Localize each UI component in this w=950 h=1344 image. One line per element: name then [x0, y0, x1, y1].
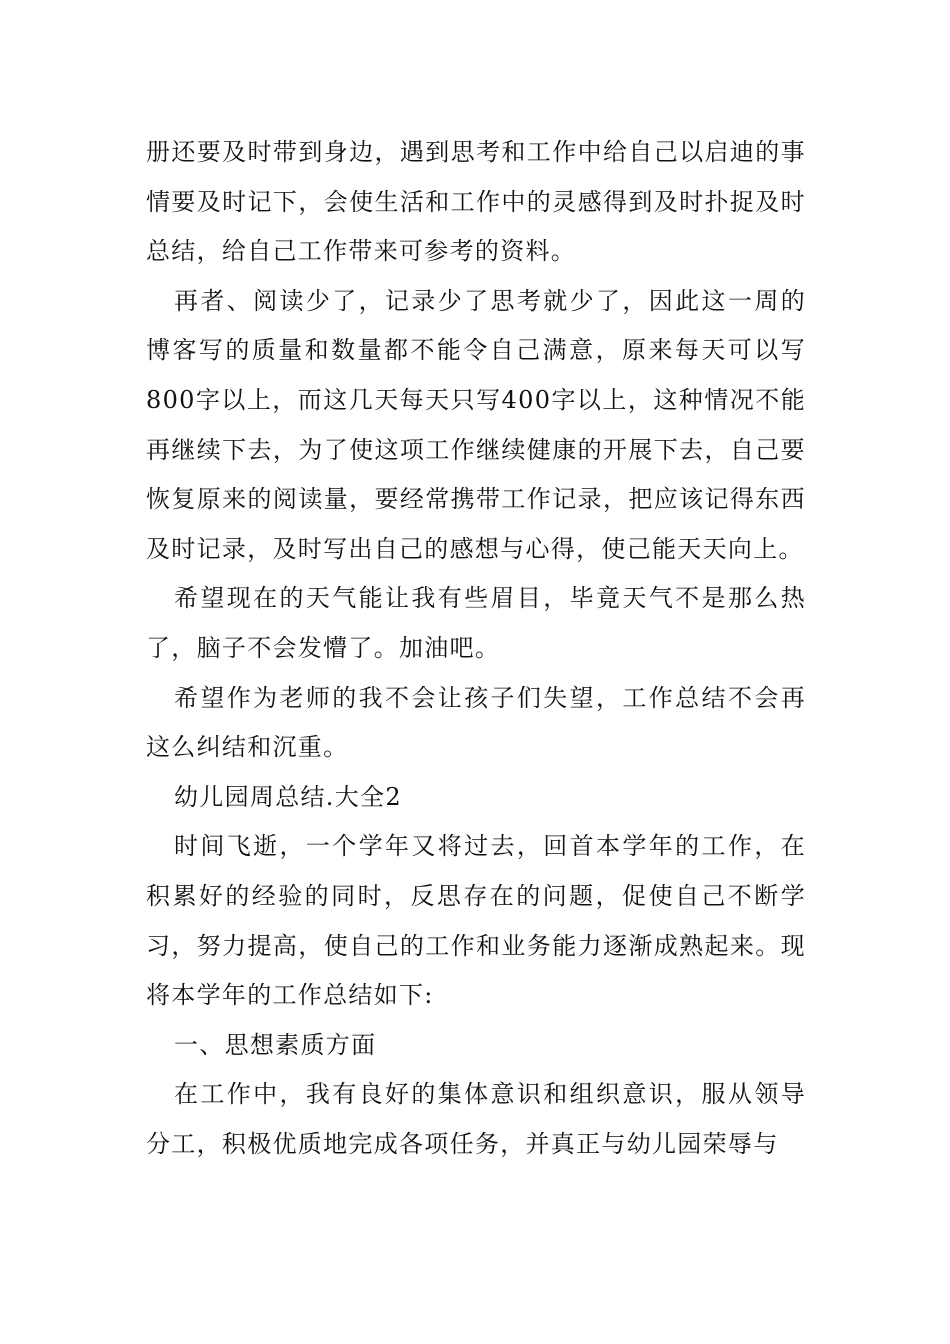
paragraph-weather-hope: 希望现在的天气能让我有些眉目，毕竟天气不是那么热了，脑子不会发懵了。加油吧。	[146, 584, 806, 662]
paragraph-teacher-hope: 希望作为老师的我不会让孩子们失望，工作总结不会再这么纠结和沉重。	[146, 683, 806, 762]
paragraph-year-review: 时间飞逝，一个学年又将过去，回首本学年的工作，在积累好的经验的同时，反思存在的问题，促使自己不断学习，努力提高，使自己的工作和业务能力逐渐成熟起来。现将本学年的工作总结如下:	[146, 832, 806, 1010]
paragraph-reading-reflection: 再者、阅读少了，记录少了思考就少了，因此这一周的博客写的质量和数量都不能令自己满意，原来每天可以写800字以上，而这几天每天只写400字以上，这种情况不能再继续下去，为了使这项工作继续健康的开展下去，自己要恢复原来的阅读量，要经常携带工作记录，把应该记得东西及时记录，及时写出自己的感想与心得，使己能天天向上。	[146, 286, 806, 563]
document-page	[146, 128, 806, 1169]
section-heading-summary-2: 幼儿园周总结.大全2	[174, 782, 402, 811]
section-heading-ideology: 一、思想素质方面	[174, 1030, 377, 1059]
paragraph-collective-awareness: 在工作中，我有良好的集体意识和组织意识，服从领导分工，积极优质地完成各项任务，并真正与幼儿园荣辱与	[146, 1080, 806, 1158]
paragraph-continuation: 册还要及时带到身边，遇到思考和工作中给自己以启迪的事情要及时记下，会使生活和工作中的灵感得到及时扑捉及时总结，给自己工作带来可参考的资料。	[146, 138, 806, 266]
